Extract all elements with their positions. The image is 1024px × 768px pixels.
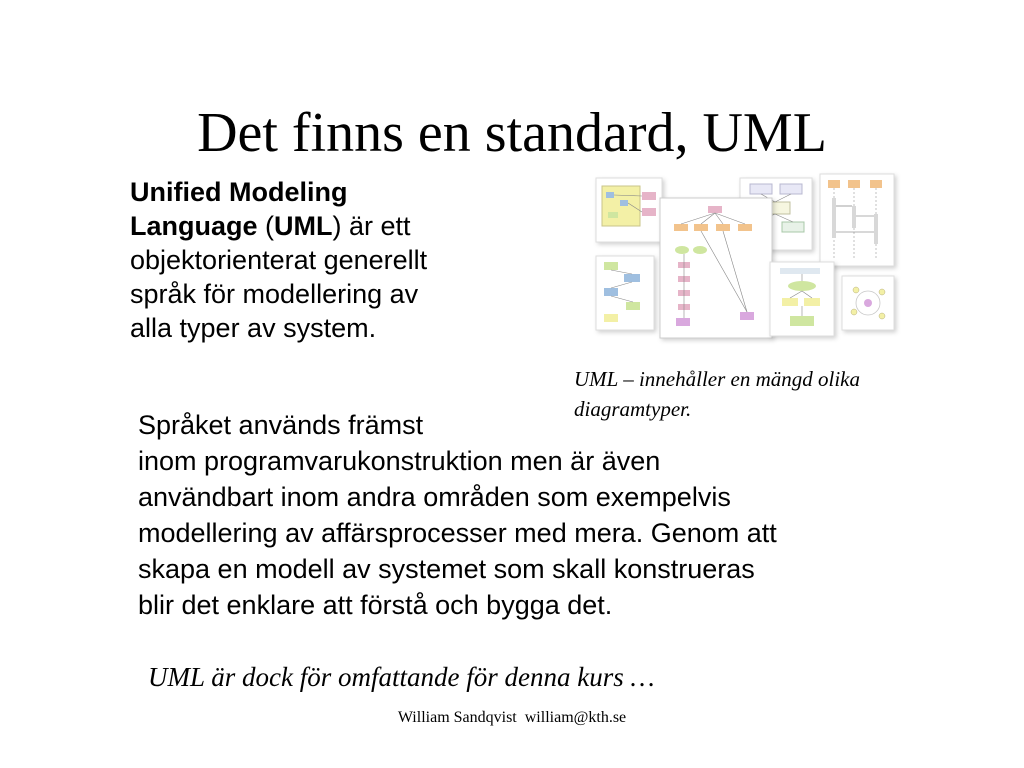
- intro-line-2: [130, 209, 550, 243]
- diagram-thumbnail: [596, 178, 662, 242]
- body-line-5: skapa en modell av systemet som skall konstrueras: [138, 554, 755, 584]
- diagram-thumbnail: [842, 276, 894, 330]
- caption-line-1: UML – innehåller en mängd olika: [574, 367, 861, 391]
- diagram-thumbnail: [770, 262, 834, 336]
- intro-line-5: alla typer av system.: [130, 313, 377, 343]
- body-line-1: Språket används främst: [138, 410, 424, 440]
- body-paragraph: [138, 407, 998, 623]
- intro-line-3: objektorienterat generellt: [130, 245, 428, 275]
- intro-line-4: språk för modellering av: [130, 279, 419, 309]
- slide-footer: William Sandqvist william@kth.se: [397, 709, 627, 726]
- uml-diagrams-collage-icon: [590, 170, 902, 345]
- intro-abbr: UML: [274, 211, 333, 241]
- intro-line-1: [130, 175, 550, 209]
- intro-term: Unified Modeling: [130, 177, 348, 207]
- intro-paren-open: (: [257, 211, 275, 241]
- diagram-thumbnail: [596, 256, 654, 330]
- body-line-3: användbart inom andra områden som exempelvis: [138, 482, 731, 512]
- intro-term-2: Language: [130, 211, 258, 241]
- diagram-thumbnail: [660, 198, 772, 338]
- body-line-4: modellering av affärsprocesser med mera. Genom att: [138, 518, 777, 548]
- intro-rest: ) är ett: [332, 211, 411, 241]
- intro-paragraph: [130, 175, 550, 345]
- body-line-2: inom programvarukonstruktion men är även: [138, 446, 661, 476]
- caption-line-2: diagramtyper.: [574, 397, 692, 421]
- slide-title: Det finns en standard, UML: [197, 102, 827, 164]
- body-line-6: blir det enklare att förstå och bygga det.: [138, 590, 613, 620]
- course-note: UML är dock för omfattande för denna kurs …: [148, 662, 655, 692]
- diagram-thumbnail: [820, 174, 894, 266]
